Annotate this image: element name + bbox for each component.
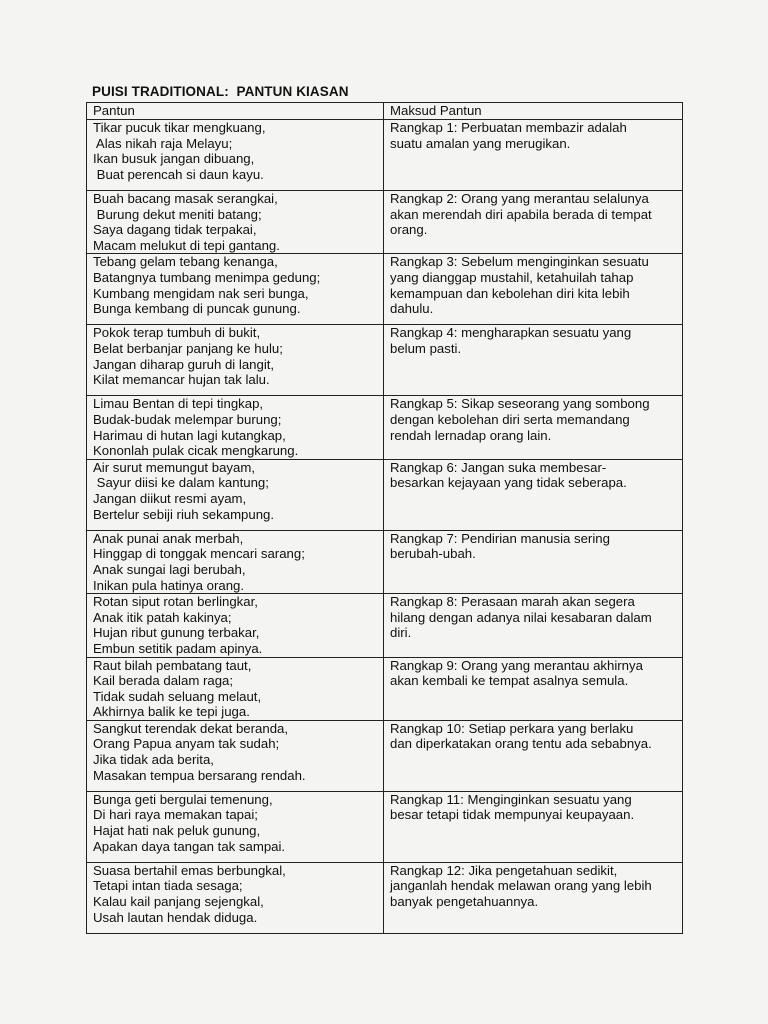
table-row: [87, 657, 683, 720]
table-row: [87, 530, 683, 593]
maksud-line: diri.: [390, 625, 412, 641]
pantun-line: Belat berbanjar panjang ke hulu;: [93, 340, 283, 356]
maksud-line: banyak pengetahuannya.: [390, 894, 539, 910]
maksud-line: Rangkap 4: mengharapkan sesuatu yang: [390, 325, 632, 341]
pantun-cell: [87, 254, 384, 325]
maksud-line: Rangkap 9: Orang yang merantau akhirnya: [390, 657, 643, 673]
pantun-line: Burung dekut meniti batang;: [93, 206, 262, 222]
header-maksud: Maksud Pantun: [384, 103, 683, 120]
maksud-cell: [384, 396, 683, 459]
pantun-line: Sayur diisi ke dalam kantung;: [93, 475, 269, 491]
pantun-line: Akhirnya balik ke tepi juga.: [93, 704, 250, 720]
maksud-line: suatu amalan yang merugikan.: [390, 135, 571, 151]
pantun-line: Bunga kembang di puncak gunung.: [93, 301, 301, 317]
pantun-line: Di hari raya memakan tapai;: [93, 807, 258, 823]
document-title: PUISI TRADITIONAL: PANTUN KIASAN: [92, 84, 349, 99]
pantun-line: Usah lautan hendak diduga.: [93, 909, 258, 925]
pantun-cell: [87, 791, 384, 862]
pantun-line: Saya dagang tidak terpakai,: [93, 222, 257, 238]
pantun-cell: [87, 594, 384, 657]
table-row: [87, 594, 683, 657]
header-pantun: Pantun: [87, 103, 384, 120]
pantun-cell: [87, 191, 384, 254]
maksud-line: akan merendah diri apabila berada di tempat: [390, 206, 652, 222]
maksud-line: dengan kebolehan diri serta memandang: [390, 411, 630, 427]
table-row: [87, 254, 683, 325]
table-row: [87, 120, 683, 191]
pantun-line: Embun setitik padam apinya.: [93, 640, 263, 656]
maksud-line: akan kembali ke tempat asalnya semula.: [390, 673, 629, 689]
pantun-line: Sangkut terendak dekat beranda,: [93, 720, 289, 736]
maksud-cell: [384, 459, 683, 530]
maksud-line: orang.: [390, 222, 428, 238]
maksud-cell: [384, 862, 683, 933]
pantun-line: Kononlah pulak cicak mengkarung.: [93, 443, 299, 459]
pantun-line: Macam melukut di tepi gantang.: [93, 237, 280, 253]
maksud-line: rendah lernadap orang lain.: [390, 427, 552, 443]
table-row: [87, 191, 683, 254]
maksud-line: Rangkap 7: Pendirian manusia sering: [390, 530, 610, 546]
pantun-line: Batangnya tumbang menimpa gedung;: [93, 269, 321, 285]
pantun-line: Anak sungai lagi berubah,: [93, 561, 246, 577]
pantun-line: Limau Bentan di tepi tingkap,: [93, 396, 264, 412]
maksud-line: Rangkap 12: Jika pengetahuan sedikit,: [390, 862, 618, 878]
pantun-cell: [87, 325, 384, 396]
table-row: [87, 791, 683, 862]
pantun-line: Bertelur sebiji riuh sekampung.: [93, 506, 275, 522]
maksud-line: janganlah hendak melawan orang yang lebih: [390, 878, 652, 894]
maksud-cell: [384, 120, 683, 191]
pantun-line: Rotan siput rotan berlingkar,: [93, 594, 258, 610]
pantun-cell: [87, 657, 384, 720]
maksud-cell: [384, 657, 683, 720]
pantun-line: Raut bilah pembatang taut,: [93, 657, 252, 673]
maksud-line: kemampuan dan kebolehan diri kita lebih: [390, 285, 630, 301]
maksud-line: yang dianggap mustahil, ketahuilah tahap: [390, 269, 634, 285]
maksud-cell: [384, 254, 683, 325]
pantun-line: Alas nikah raja Melayu;: [93, 135, 233, 151]
pantun-line: Buah bacang masak serangkai,: [93, 191, 278, 206]
maksud-line: Rangkap 11: Menginginkan sesuatu yang: [390, 791, 632, 807]
pantun-line: Tebang gelam tebang kenanga,: [93, 254, 278, 270]
pantun-cell: [87, 720, 384, 791]
pantun-line: Anak itik patah kakinya;: [93, 609, 232, 625]
maksud-line: Rangkap 3: Sebelum menginginkan sesuatu: [390, 254, 649, 270]
table-row: [87, 325, 683, 396]
maksud-line: Rangkap 2: Orang yang merantau selalunya: [390, 191, 649, 206]
pantun-line: Suasa bertahil emas berbungkal,: [93, 862, 286, 878]
pantun-line: Kalau kail panjang sejengkal,: [93, 894, 264, 910]
maksud-line: berubah-ubah.: [390, 546, 476, 562]
pantun-line: Masakan tempua bersarang rendah.: [93, 767, 306, 783]
table-row: [87, 720, 683, 791]
pantun-line: Kumbang mengidam nak seri bunga,: [93, 285, 309, 301]
table-row: [87, 459, 683, 530]
maksud-line: hilang dengan adanya nilai kesabaran dalam: [390, 609, 652, 625]
maksud-line: Rangkap 5: Sikap seseorang yang sombong: [390, 396, 650, 412]
pantun-line: Ikan busuk jangan dibuang,: [93, 151, 255, 167]
pantun-line: Jangan diharap guruh di langit,: [93, 356, 275, 372]
maksud-cell: [384, 191, 683, 254]
maksud-line: Rangkap 1: Perbuatan membazir adalah: [390, 120, 627, 135]
pantun-cell: [87, 459, 384, 530]
maksud-line: dan diperkatakan orang tentu ada sebabnya.: [390, 736, 652, 752]
pantun-line: Inikan pula hatinya orang.: [93, 577, 245, 593]
maksud-line: belum pasti.: [390, 340, 462, 356]
pantun-line: Tidak sudah seluang melaut,: [93, 688, 262, 704]
maksud-cell: [384, 594, 683, 657]
pantun-table: [86, 102, 683, 934]
pantun-line: Orang Papua anyam tak sudah;: [93, 736, 280, 752]
pantun-cell: [87, 396, 384, 459]
maksud-cell: [384, 530, 683, 593]
pantun-line: Tetapi intan tiada sesaga;: [93, 878, 243, 894]
pantun-line: Hinggap di tonggak mencari sarang;: [93, 546, 305, 562]
pantun-line: Anak punai anak merbah,: [93, 530, 244, 546]
maksud-cell: [384, 325, 683, 396]
table-row: [87, 396, 683, 459]
maksud-line: Rangkap 8: Perasaan marah akan segera: [390, 594, 635, 610]
pantun-line: Kilat memancar hujan tak lalu.: [93, 372, 270, 388]
pantun-cell: [87, 862, 384, 933]
pantun-line: Bunga geti bergulai temenung,: [93, 791, 273, 807]
pantun-line: Apakan daya tangan tak sampai.: [93, 838, 286, 854]
pantun-line: Tikar pucuk tikar mengkuang,: [93, 120, 266, 135]
maksud-line: Rangkap 10: Setiap perkara yang berlaku: [390, 720, 634, 736]
pantun-line: Hujan ribut gunung terbakar,: [93, 625, 260, 641]
maksud-line: Rangkap 6: Jangan suka membesar-: [390, 459, 607, 475]
maksud-line: besarkan kejayaan yang tidak seberapa.: [390, 475, 627, 491]
pantun-line: Pokok terap tumbuh di bukit,: [93, 325, 261, 341]
pantun-line: Buat perencah si daun kayu.: [93, 166, 264, 182]
pantun-line: Jika tidak ada berita,: [93, 752, 214, 768]
pantun-line: Air surut memungut bayam,: [93, 459, 255, 475]
pantun-line: Hajat hati nak peluk gunung,: [93, 823, 261, 839]
pantun-line: Kail berada dalam raga;: [93, 673, 234, 689]
maksud-line: dahulu.: [390, 301, 434, 317]
maksud-line: besar tetapi tidak mempunyai keupayaan.: [390, 807, 635, 823]
table-header-row: [87, 103, 683, 120]
pantun-line: Jangan diikut resmi ayam,: [93, 490, 247, 506]
pantun-cell: [87, 530, 384, 593]
pantun-cell: [87, 120, 384, 191]
maksud-cell: [384, 791, 683, 862]
pantun-line: Harimau di hutan lagi kutangkap,: [93, 427, 286, 443]
maksud-cell: [384, 720, 683, 791]
pantun-line: Budak-budak melempar burung;: [93, 411, 282, 427]
table-row: [87, 862, 683, 933]
